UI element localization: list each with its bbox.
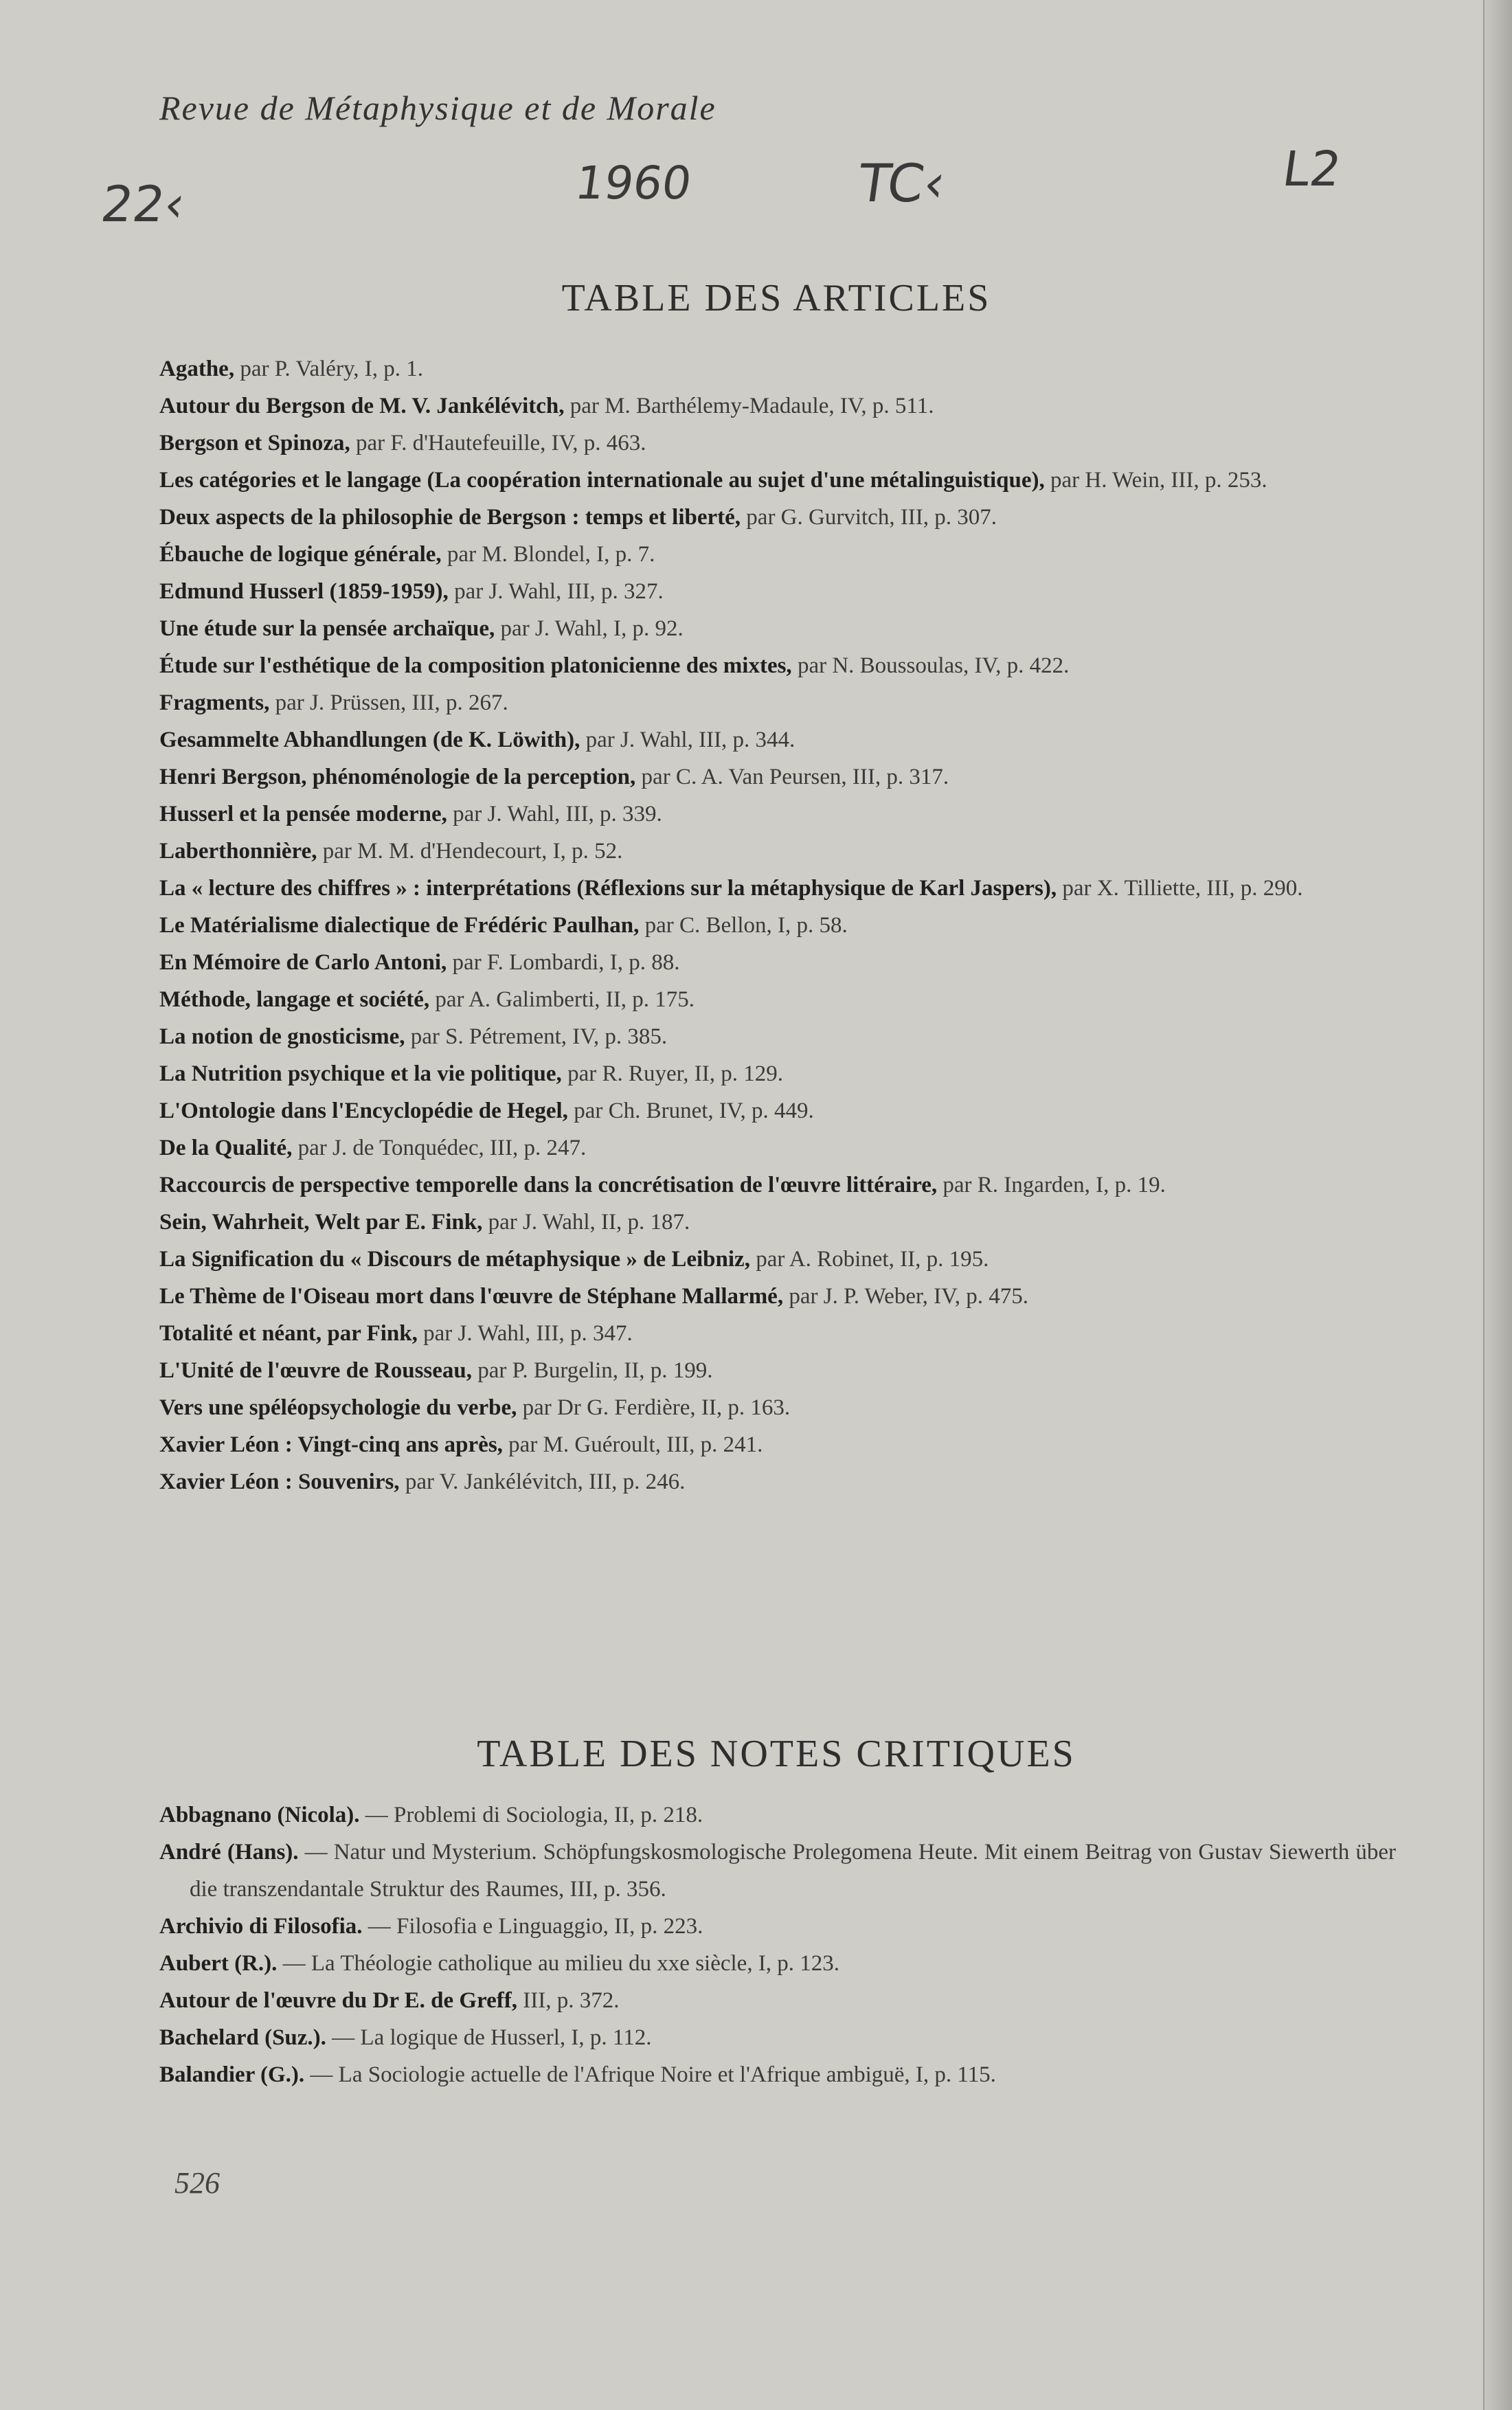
article-details: par A. Galimberti, II, p. 175.: [429, 987, 695, 1012]
list-item: [159, 796, 1396, 833]
article-title: Edmund Husserl (1859-1959),: [159, 579, 449, 604]
handwritten-note-right: L2: [1279, 141, 1345, 197]
note-author: Aubert (R.).: [159, 1951, 278, 1976]
note-details: III, p. 372.: [517, 1988, 620, 2013]
notes-section-title: TABLE DES NOTES CRITIQUES: [477, 1733, 1076, 1776]
article-title: Husserl et la pensée moderne,: [159, 802, 447, 826]
list-item: [159, 684, 1396, 721]
handwritten-note-tc: TC‹: [854, 153, 949, 214]
article-details: par G. Gurvitch, III, p. 307.: [741, 505, 997, 530]
article-title: Vers une spéléopsychologie du verbe,: [159, 1395, 517, 1420]
article-title: Agathe,: [159, 357, 235, 381]
article-title: Xavier Léon : Souvenirs,: [159, 1469, 400, 1494]
article-title: Une étude sur la pensée archaïque,: [159, 616, 495, 641]
article-title: Bergson et Spinoza,: [159, 431, 350, 455]
list-item: [159, 647, 1396, 684]
article-title: Ébauche de logique générale,: [159, 542, 442, 567]
article-details: par C. Bellon, I, p. 58.: [639, 913, 848, 938]
list-item: [159, 573, 1396, 610]
list-item: [159, 944, 1396, 981]
article-details: par J. Wahl, III, p. 347.: [417, 1321, 633, 1346]
list-item: [159, 981, 1396, 1018]
list-item: [159, 1167, 1396, 1204]
list-item: [159, 721, 1396, 758]
article-details: par S. Pétrement, IV, p. 385.: [405, 1024, 668, 1049]
note-details: — La Théologie catholique au milieu du xxe siècle, I, p. 123.: [277, 1951, 840, 1976]
article-title: Totalité et néant, par Fink,: [159, 1321, 418, 1346]
article-title: Méthode, langage et société,: [159, 987, 430, 1012]
list-item: [159, 1463, 1396, 1500]
note-author: André (Hans).: [159, 1840, 299, 1865]
article-details: par P. Burgelin, II, p. 199.: [472, 1358, 713, 1383]
article-title: La Signification du « Discours de métaphysique » de Leibniz,: [159, 1247, 750, 1272]
list-item: [159, 425, 1396, 462]
list-item: [159, 870, 1396, 907]
article-title: La notion de gnosticisme,: [159, 1024, 405, 1049]
list-item: [159, 1426, 1396, 1463]
note-details: — Problemi di Sociologia, II, p. 218.: [359, 1803, 703, 1827]
note-author: Balandier (G.).: [159, 2062, 305, 2087]
articles-list: [159, 350, 1396, 1500]
list-item: [159, 1129, 1396, 1167]
article-details: par J. Wahl, III, p. 339.: [447, 802, 662, 826]
article-details: par M. Blondel, I, p. 7.: [441, 542, 655, 567]
article-title: Le Thème de l'Oiseau mort dans l'œuvre de Stéphane Mallarmé,: [159, 1284, 784, 1309]
article-title: Fragments,: [159, 690, 270, 715]
list-item: [159, 1834, 1396, 1908]
article-title: Gesammelte Abhandlungen (de K. Löwith),: [159, 728, 580, 752]
list-item: [159, 2056, 1396, 2093]
list-item: [159, 1797, 1396, 1834]
article-details: par A. Robinet, II, p. 195.: [749, 1247, 989, 1272]
article-title: Deux aspects de la philosophie de Bergson : temps et liberté,: [159, 505, 741, 530]
article-details: par H. Wein, III, p. 253.: [1044, 468, 1267, 493]
list-item: [159, 1018, 1396, 1055]
note-author: Bachelard (Suz.).: [159, 2025, 326, 2050]
article-details: par X. Tilliette, III, p. 290.: [1057, 876, 1303, 901]
list-item: [159, 1055, 1396, 1092]
article-details: par J. Wahl, III, p. 327.: [448, 579, 664, 604]
article-title: Raccourcis de perspective temporelle dans la concrétisation de l'œuvre littéraire,: [159, 1173, 938, 1197]
list-item: [159, 1092, 1396, 1129]
article-details: par J. Wahl, II, p. 187.: [482, 1210, 690, 1235]
list-item: [159, 350, 1396, 387]
list-item: [159, 758, 1396, 796]
article-details: par Ch. Brunet, IV, p. 449.: [567, 1099, 814, 1123]
article-title: Étude sur l'esthétique de la composition platonicienne des mixtes,: [159, 653, 792, 678]
article-title: L'Unité de l'œuvre de Rousseau,: [159, 1358, 473, 1383]
running-head: Revue de Métaphysique et de Morale: [159, 89, 716, 127]
note-details: — Filosofia e Linguaggio, II, p. 223.: [362, 1914, 703, 1939]
article-details: par F. Lombardi, I, p. 88.: [447, 950, 680, 975]
note-details: — La Sociologie actuelle de l'Afrique Noire et l'Afrique ambiguë, I, p. 115.: [304, 2062, 996, 2087]
note-author: Archivio di Filosofia.: [159, 1914, 363, 1939]
handwritten-note-year: 1960: [572, 157, 695, 210]
article-details: par C. A. Van Peursen, III, p. 317.: [635, 765, 949, 789]
article-details: par R. Ruyer, II, p. 129.: [561, 1061, 784, 1086]
list-item: [159, 1908, 1396, 1945]
note-author: Abbagnano (Nicola).: [159, 1803, 360, 1827]
article-details: par M. M. d'Hendecourt, I, p. 52.: [317, 839, 623, 864]
article-details: par M. Barthélemy-Madaule, IV, p. 511.: [564, 394, 934, 418]
list-item: [159, 907, 1396, 944]
list-item: [159, 2019, 1396, 2056]
list-item: [159, 1278, 1396, 1315]
article-details: par J. P. Weber, IV, p. 475.: [783, 1284, 1028, 1309]
article-title: La Nutrition psychique et la vie politique,: [159, 1061, 562, 1086]
handwritten-note-left: 22‹: [98, 175, 189, 233]
article-details: par M. Guéroult, III, p. 241.: [502, 1432, 763, 1457]
list-item: [159, 833, 1396, 870]
article-title: En Mémoire de Carlo Antoni,: [159, 950, 447, 975]
list-item: [159, 1241, 1396, 1278]
list-item: [159, 1982, 1396, 2019]
note-details: — Natur und Mysterium. Schöpfungskosmologische Prolegomena Heute. Mit einem Beitrag von Gustav Siewerth über die transzendantale Struktur des Raumes, III, p. 356.: [190, 1840, 1396, 1902]
list-item: [159, 536, 1396, 573]
list-item: [159, 1204, 1396, 1241]
article-title: L'Ontologie dans l'Encyclopédie de Hegel,: [159, 1099, 568, 1123]
article-details: par P. Valéry, I, p. 1.: [234, 357, 424, 381]
article-details: par J. Wahl, I, p. 92.: [495, 616, 684, 641]
article-title: Le Matérialisme dialectique de Frédéric Paulhan,: [159, 913, 640, 938]
article-details: par Dr G. Ferdière, II, p. 163.: [517, 1395, 791, 1420]
list-item: [159, 610, 1396, 647]
page-edge: [1483, 0, 1512, 2410]
list-item: [159, 387, 1396, 425]
list-item: [159, 499, 1396, 536]
article-title: Laberthonnière,: [159, 839, 317, 864]
list-item: [159, 1352, 1396, 1389]
list-item: [159, 1315, 1396, 1352]
article-title: La « lecture des chiffres » : interprétations (Réflexions sur la métaphysique de Karl Jaspers),: [159, 876, 1057, 901]
list-item: [159, 1945, 1396, 1982]
article-details: par N. Boussoulas, IV, p. 422.: [791, 653, 1070, 678]
article-title: Les catégories et le langage (La coopération internationale au sujet d'une métalinguistique),: [159, 468, 1045, 493]
page-number: 526: [174, 2166, 220, 2200]
note-author: Autour de l'œuvre du Dr E. de Greff,: [159, 1988, 517, 2013]
article-details: par J. de Tonquédec, III, p. 247.: [292, 1136, 587, 1160]
article-title: Sein, Wahrheit, Welt par E. Fink,: [159, 1210, 483, 1235]
notes-list: [159, 1797, 1396, 2093]
articles-section-title: TABLE DES ARTICLES: [561, 277, 991, 320]
list-item: [159, 1389, 1396, 1426]
article-details: par R. Ingarden, I, p. 19.: [937, 1173, 1166, 1197]
list-item: [159, 462, 1396, 499]
article-details: par J. Wahl, III, p. 344.: [580, 728, 796, 752]
article-title: Xavier Léon : Vingt-cinq ans après,: [159, 1432, 503, 1457]
article-details: par F. d'Hautefeuille, IV, p. 463.: [350, 431, 646, 455]
article-title: Autour du Bergson de M. V. Jankélévitch,: [159, 394, 565, 418]
article-details: par J. Prüssen, III, p. 267.: [269, 690, 508, 715]
article-title: De la Qualité,: [159, 1136, 293, 1160]
article-title: Henri Bergson, phénoménologie de la perception,: [159, 765, 636, 789]
note-details: — La logique de Husserl, I, p. 112.: [326, 2025, 652, 2050]
article-details: par V. Jankélévitch, III, p. 246.: [399, 1469, 686, 1494]
